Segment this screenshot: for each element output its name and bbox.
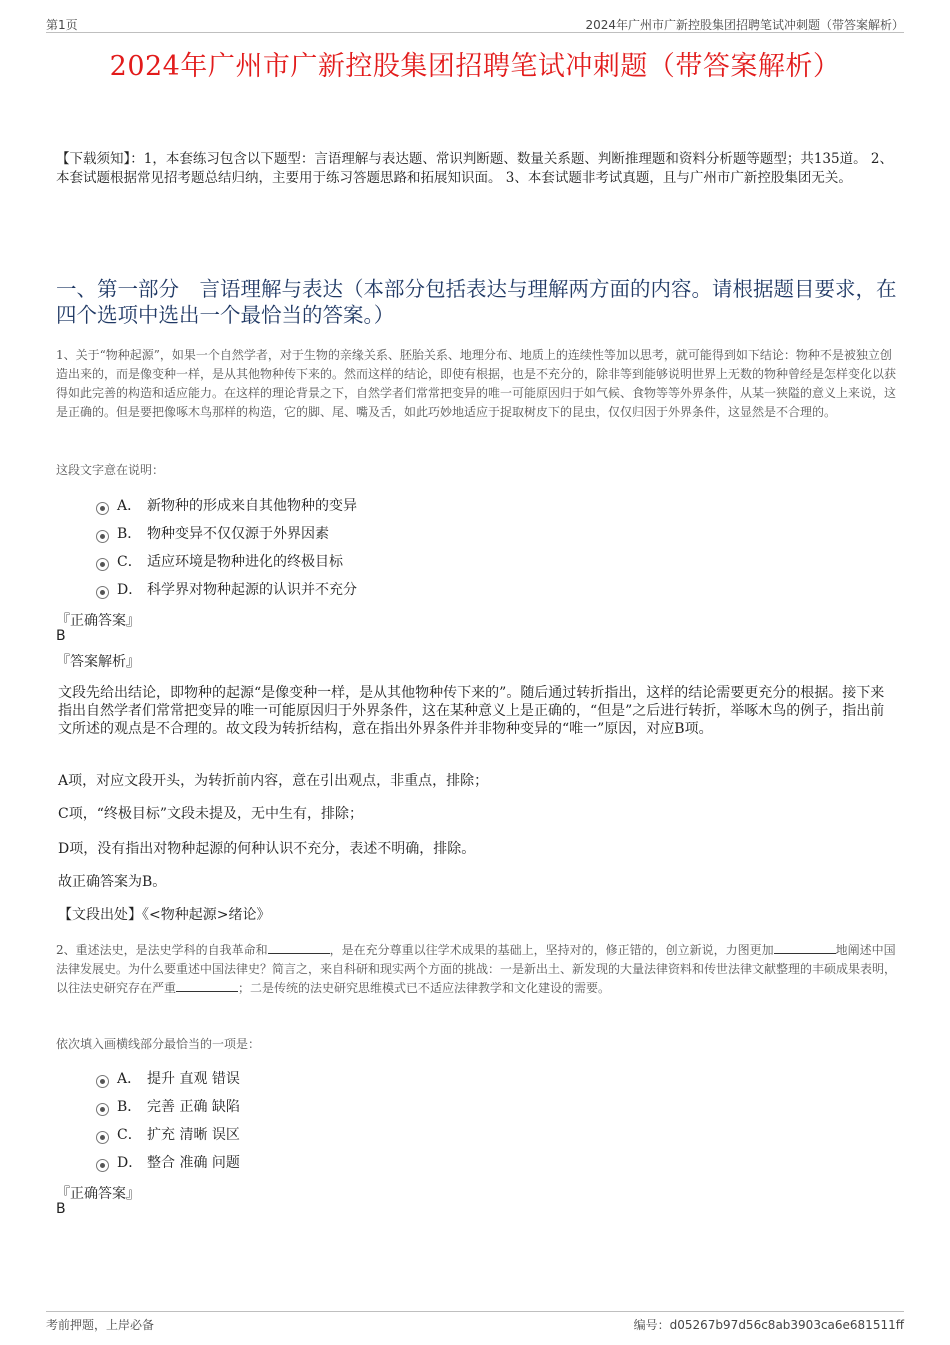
section-heading: 一、第一部分 言语理解与表达（本部分包括表达与理解两方面的内容。请根据题目要求，在四个选项中选出一个最恰当的答案。） (56, 277, 897, 327)
analysis-paragraph: D项，没有指出对物种起源的何种认识不充分，表述不明确，排除。 (58, 841, 476, 857)
question-2-option-d[interactable] (96, 1152, 240, 1174)
radio-icon[interactable] (96, 530, 109, 543)
footer-slogan: 考前押题，上岸必备 (46, 1318, 155, 1332)
radio-icon[interactable] (96, 1131, 109, 1144)
radio-icon[interactable] (96, 586, 109, 599)
answer-label: 『正确答案』 (56, 613, 140, 629)
page-number: 第1页 (46, 18, 78, 32)
option-label: B． (117, 1099, 142, 1115)
download-notice: 【下载须知】：1，本套练习包含以下题型：言语理解与表达题、常识判断题、数量关系题、判断推理题和资料分析题等题型；共135道。 2、本套试题根据常见招考题总结归纳，主要用于练习答题思路和拓展知识面。 3、本套试题非考试真题，且与广州市广新控股集团无关。 (56, 151, 893, 186)
page-header (46, 14, 904, 33)
option-text: 整合 准确 问题 (147, 1155, 240, 1171)
option-label: D． (117, 1155, 143, 1171)
document-title: 2024年广州市广新控股集团招聘笔试冲刺题（带答案解析） (109, 51, 841, 82)
option-label: A． (117, 498, 142, 514)
analysis-label: 『答案解析』 (56, 654, 140, 670)
option-text: 完善 正确 缺陷 (147, 1099, 240, 1115)
source-citation: 【文段出处】《<物种起源>绪论》 (58, 907, 271, 923)
question-1-prompt: 这段文字意在说明： (56, 463, 165, 477)
question-2-option-c[interactable] (96, 1124, 240, 1146)
option-label: C． (117, 554, 142, 570)
option-text: 新物种的形成来自其他物种的变异 (147, 498, 357, 514)
question-1-option-a[interactable] (96, 495, 357, 517)
analysis-paragraph: 文段先给出结论，即物种的起源“是像变种一样，是从其他物种传下来的”。随后通过转折指出，这样的结论需要更充分的根据。接下来指出自然学者们常常把变异的唯一可能原因归于外界条件，这在某种意义上是正确的，“但是”之后进行转折，举啄木鸟的例子，指出前文所述的观点是不合理的。故文段为转折结构，意在指出外界条件并非物种变异的“唯一”原因，对应B项。 (58, 685, 885, 737)
analysis-conclusion: 故正确答案为B。 (58, 874, 167, 890)
option-text: 提升 直观 错误 (147, 1071, 240, 1087)
option-text: 扩充 清晰 误区 (147, 1127, 240, 1143)
radio-icon[interactable] (96, 1075, 109, 1088)
option-label: B． (117, 526, 142, 542)
page-footer (46, 1311, 904, 1334)
answer-label: 『正确答案』 (56, 1186, 140, 1202)
question-1-text: 1、关于“物种起源”，如果一个自然学者，对于生物的亲缘关系、胚胎关系、地理分布、地质上的连续性等加以思考，就可能得到如下结论：物种不是被独立创造出来的，而是像变种一样，是从其他物种传下来的。然而这样的结论，即使有根据，也是不充分的，除非等到能够说明世界上无数的物种曾经是怎样变化以获得如此完善的构造和适应能力。在这样的理论背景之下，自然学者们常常把变异的唯一可能原因归于如气候、食物等等外界条件，从某一狭隘的意义上来说，这是正确的。但是要把像啄木鸟那样的构造，它的脚、尾、嘴及舌，如此巧妙地适应于捉取树皮下的昆虫，仅仅归因于外界条件，这显然是不合理的。 (56, 348, 897, 419)
fill-blank (176, 979, 238, 992)
fill-blank (774, 941, 836, 954)
option-label: D． (117, 582, 143, 598)
question-2-text: 2、重述法史，是法史学科的自我革命和 ，是在充分尊重以往学术成果的基础上，坚持对的，修正错的，创立新说，力图更加 地阐述中国法律发展史。为什么要重述中国法律史？简言之，来自科研和现实两个方面的挑战：一是新出土、新发现的大量法律资料和传世法律文献整理的丰硕成果表明，以往法史研究存在严重 ；二是传统的法史研究思维模式已不适应法律教学和文化建设的需要。 (56, 943, 897, 995)
header-doc-title: 2024年广州市广新控股集团招聘笔试冲刺题（带答案解析） (585, 18, 904, 32)
question-2-option-a[interactable] (96, 1068, 240, 1090)
question-1-option-c[interactable] (96, 551, 343, 573)
fill-blank (268, 941, 330, 954)
analysis-paragraph: A项，对应文段开头，为转折前内容，意在引出观点，非重点，排除； (58, 773, 489, 789)
option-text: 物种变异不仅仅源于外界因素 (147, 526, 329, 542)
option-label: C． (117, 1127, 142, 1143)
question-2-option-b[interactable] (96, 1096, 240, 1118)
option-text: 适应环境是物种进化的终极目标 (147, 554, 343, 570)
question-1-option-b[interactable] (96, 523, 329, 545)
answer-value: B (56, 1201, 66, 1217)
option-text: 科学界对物种起源的认识并不充分 (147, 582, 357, 598)
radio-icon[interactable] (96, 502, 109, 515)
analysis-paragraph: C项，“终极目标”文段未提及，无中生有，排除； (58, 806, 364, 822)
option-label: A． (117, 1071, 142, 1087)
radio-icon[interactable] (96, 1103, 109, 1116)
radio-icon[interactable] (96, 1159, 109, 1172)
document-code: 编号：d05267b97d56c8ab3903ca6e681511ff (633, 1318, 904, 1332)
answer-value: B (56, 628, 66, 644)
question-1-option-d[interactable] (96, 579, 357, 601)
question-2-prompt: 依次填入画横线部分最恰当的一项是： (56, 1037, 261, 1051)
radio-icon[interactable] (96, 558, 109, 571)
